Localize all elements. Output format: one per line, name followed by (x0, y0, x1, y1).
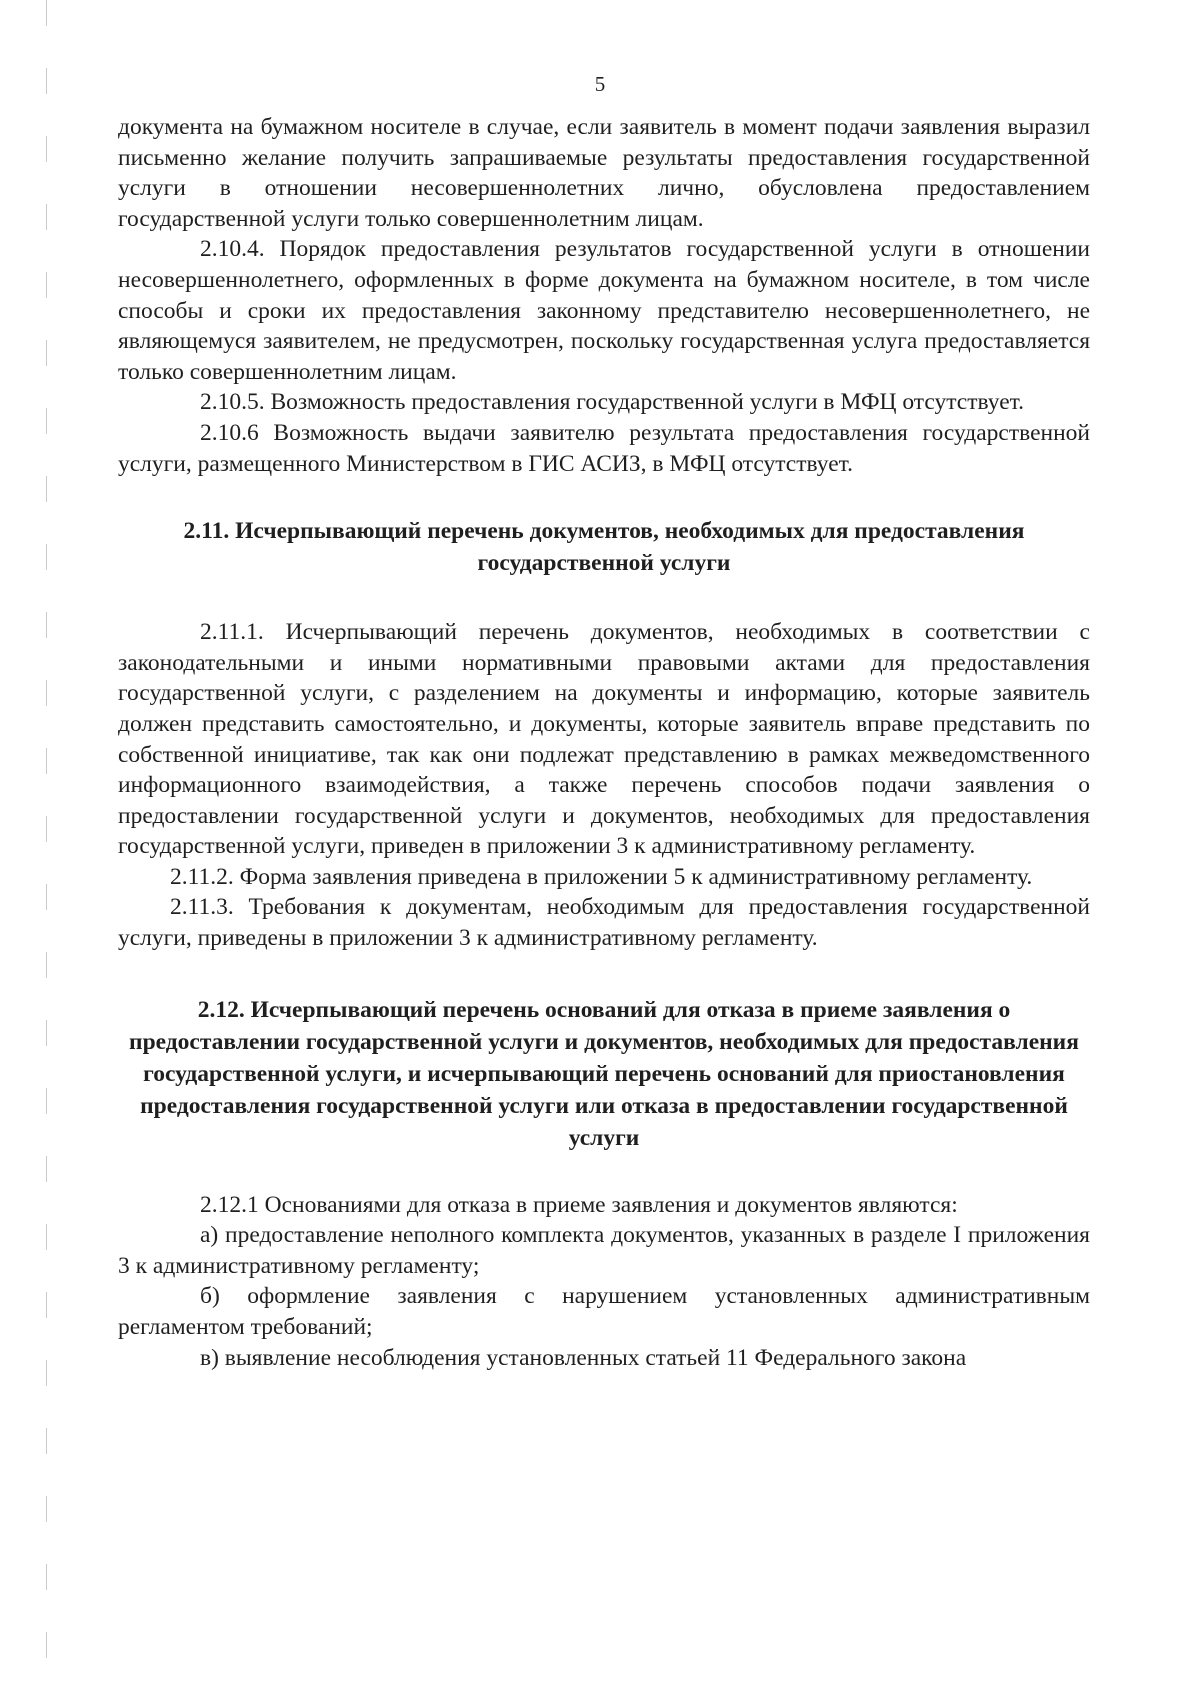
paragraph-continuation: документа на бумажном носителе в случае, если заявитель в момент подачи заявления выразил письменно желание получить запрашиваемые результаты предоставления государственной услуги в отношении несовершеннолетних лично, обусловлена предоставлением государственной услуги только совершеннолетним лицам. (118, 114, 1090, 232)
document-body (118, 112, 1090, 1373)
scan-edge-marks (46, 0, 47, 1695)
paragraph-2-11-3: 2.11.3. Требования к документам, необходимым для предоставления государственной услуги, приведены в приложении 3 к административному регламенту. (118, 894, 1090, 952)
list-item-b: б) оформление заявления с нарушением установленных административным регламентом требований; (118, 1283, 1090, 1341)
paragraph-2-11-1: 2.11.1. Исчерпывающий перечень документов, необходимых в соответствии с законодательными и иными нормативными правовыми актами для предоставления государственной услуги, с разделением на документы и информацию, которые заявитель должен представить самостоятельно, и документы, которые заявитель вправе представить по собственной инициативе, так как они подлежат представлению в рамках межведомственного информационного взаимодействия, а также перечень способов подачи заявления о предоставлении государственной услуги и документов, необходимых для предоставления государственной услуги, приведен в приложении 3 к административному регламенту. (118, 619, 1090, 860)
paragraph-2-10-5: 2.10.5. Возможность предоставления государственной услуги в МФЦ отсутствует. (200, 389, 1025, 416)
section-heading-2-11: 2.11. Исчерпывающий перечень документов, необходимых для предоставления государственной услуги (183, 518, 1025, 577)
paragraph-2-10-6: 2.10.6 Возможность выдачи заявителю результата предоставления государственной услуги, размещенного Министерством в ГИС АСИЗ, в МФЦ отсутствует. (118, 419, 1090, 477)
section-heading-2-12: 2.12. Исчерпывающий перечень оснований для отказа в приеме заявления о предоставлении государственной услуги и документов, необходимых для предоставления государственной услуги, и исчерпывающий перечень оснований для приостановления предоставления государственной услуги или отказа в предоставлении государственной услуги (129, 996, 1079, 1151)
list-item-v: в) выявление несоблюдения установленных статьей 11 Федерального закона (200, 1344, 967, 1371)
paragraph-2-11-2: 2.11.2. Форма заявления приведена в приложении 5 к административному регламенту. (170, 863, 1033, 890)
page-number: 5 (594, 72, 606, 96)
paragraph-2-10-4: 2.10.4. Порядок предоставления результатов государственной услуги в отношении несовершеннолетнего, оформленных в форме документа на бумажном носителе, в том числе способы и сроки их предоставления законному представителю несовершеннолетнего, не являющемуся заявителем, не предусмотрен, поскольку государственная услуга предоставляется только совершеннолетним лицам. (118, 236, 1090, 385)
paragraph-2-12-1: 2.12.1 Основаниями для отказа в приеме заявления и документов являются: (200, 1191, 958, 1218)
list-item-a: а) предоставление неполного комплекта документов, указанных в разделе I приложения 3 к административному регламенту; (118, 1222, 1090, 1279)
